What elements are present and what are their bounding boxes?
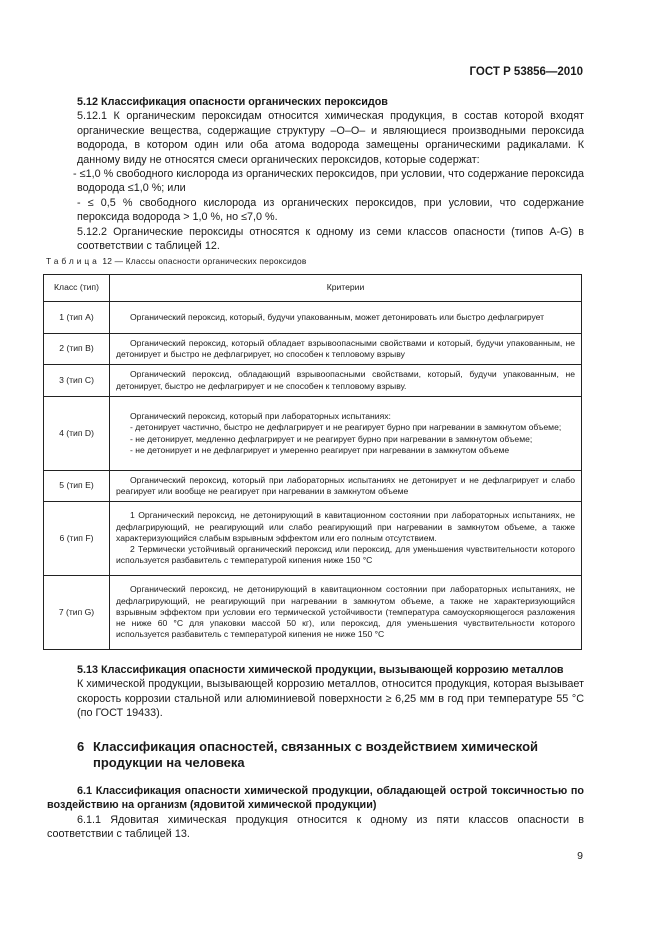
table-caption-word: Таблица [46,256,100,266]
document-code: ГОСТ Р 53856—2010 [469,66,583,78]
section-5-13-title: 5.13 Классификация опасности химической продукции, вызывающей коррозию металлов [77,664,564,676]
criteria-line: 1 Органический пероксид, не детонирующий в кавитационном состоянии при лабораторных испытаниях, не дефлагрирующий, не реагирующий или слабо реагирующий при нагревании в замкнутом объеме, а также характеризующийся слабым взрывным эффектом или его полным отсутствием. [116,510,575,543]
section-5-13-text: К химической продукции, вызывающей коррозию металлов, относится продукция, которая вызывает скорость коррозии стальной или алюминиевой поверхности ≥ 6,25 мм в год при температуре 55 °С (по ГОСТ 19433). [77,678,584,720]
table-row [44,471,582,502]
class-cell: 3 (тип С) [44,365,110,397]
table-caption-text: 12 — Классы опасности органических пероксидов [99,256,307,266]
section-5-12-bullet-1: - ≤1,0 % свободного кислорода из органических пероксидов, при условии, что содержание пероксида водорода ≤1,0 %; или [73,168,584,195]
criteria-cell [110,502,582,576]
section-5-13 [77,663,584,721]
page-number: 9 [577,850,583,862]
section-5-12-2-text: 5.12.2 Органические пероксиды относятся к одному из семи классов опасности (типов А-G) в соответствии с таблицей 12. [77,225,584,253]
class-cell: 7 (тип G) [44,576,110,650]
section-5-12 [73,95,584,253]
table-caption [46,256,307,266]
table-header-row [44,275,582,302]
class-cell: 6 (тип F) [44,502,110,576]
class-cell: 4 (тип D) [44,397,110,471]
header-class: Класс (тип) [44,275,110,302]
section-5-12-1-text: 5.12.1 К органическим пероксидам относится химическая продукция, в состав которой входят органические вещества, содержащие структуру –О–О– и являющиеся производными пероксида водорода, в котором один или оба атома водорода замещены органическими радикалами. К данному виду не относятся смеси органических пероксидов, которые содержат: [77,110,584,166]
criteria-cell [110,365,582,397]
criteria-line: Органический пероксид, который обладает взрывоопасными свойствами и который, будучи упакованным, не детонирует и быстро не дефлагрирует, но способен к тепловому взрыву [116,337,575,359]
section-6-1-1-text: 6.1.1 Ядовитая химическая продукция относится к одному из пяти классов опасности в соответствии с таблицей 13. [47,813,584,841]
criteria-cell [110,334,582,365]
criteria-line: - не детонирует, медленно дефлагрирует и не реагирует бурно при нагревании в замкнутом объеме; [130,433,533,444]
criteria-line: Органический пероксид, который при лабораторных испытаниях не детонирует и не дефлагрирует и слабо реагирует или вообще не реагирует при нагревании в замкнутом объеме [116,474,575,496]
class-cell: 2 (тип В) [44,334,110,365]
class-cell: 5 (тип Е) [44,471,110,502]
criteria-cell [110,302,582,334]
criteria-cell [110,397,582,471]
criteria-line: Органический пероксид, обладающий взрывоопасными свойствами, который, будучи упакованным, не детонирует, быстро не дефлагрирует и не способен к тепловому взрыву. [116,369,575,391]
header-criteria: Критерии [110,275,582,302]
criteria-cell [110,471,582,502]
table-row [44,302,582,334]
criteria-line: Органический пероксид, который, будучи упакованным, может детонировать или быстро дефлагрирует [130,311,545,322]
criteria-line: - детонирует частично, быстро не дефлагрирует и не реагирует бурно при нагревании в замкнутом объеме; [130,422,562,433]
section-6 [77,739,584,771]
criteria-line: - не детонирует и не дефлагрирует и умеренно реагирует при нагревании в замкнутом объеме [130,444,510,455]
section-6-title [77,739,584,771]
section-6-1 [47,784,584,842]
criteria-line: Органический пероксид, не детонирующий в кавитационном состоянии при лабораторных испытаниях, не дефлагрирующий, не реагирующий при нагревании в замкнутом объеме, а также не характеризующийся взрывным эффектом при условии его термической устойчивости (температура самоускоряющегося разложения не ниже 60 °С для упаковки массой 50 кг), или пероксид, для уменьшения чувствительности которого используется разбавитель с температурой кипения не ниже 150 °С [116,584,575,640]
table-row [44,576,582,650]
class-cell: 1 (тип А) [44,302,110,334]
peroxide-classes-table [43,274,582,650]
criteria-line: 2 Термически устойчивый органический пероксид или пероксид, для уменьшения чувствительности которого используется разбавитель с температурой кипения ниже 150 °С [116,544,575,566]
section-5-12-bullet-2: - ≤ 0,5 % свободного кислорода из органических пероксидов, при условии, что содержание пероксида водорода > 1,0 %, но ≤7,0 %. [77,196,584,224]
table-row [44,365,582,397]
section-6-number: 6 [77,739,85,754]
table-row [44,397,582,471]
criteria-cell [110,576,582,650]
section-6-1-title: 6.1 Классификация опасности химической продукции, обладающей острой токсичностью по воздействию на организм (ядовитой химической продукции) [47,785,584,812]
table-row [44,502,582,576]
section-6-title-text: Классификация опасностей, связанных с воздействием химической продукции на человека [93,739,539,770]
criteria-line: Органический пероксид, который при лабораторных испытаниях: [130,411,391,422]
section-5-12-title: 5.12 Классификация опасности органических пероксидов [77,96,388,108]
table-row [44,334,582,365]
